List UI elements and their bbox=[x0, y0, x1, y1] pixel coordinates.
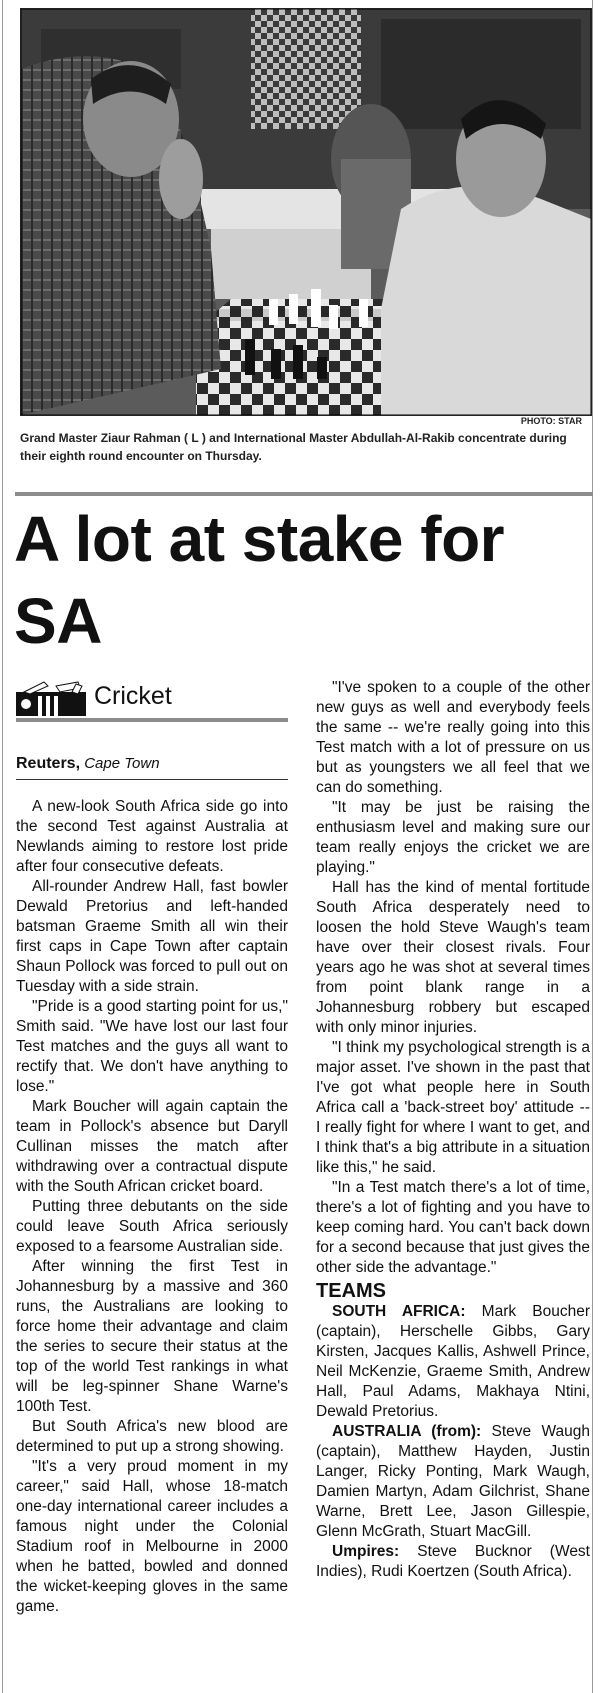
paragraph: Mark Boucher will again captain the team in Pollock's absence but Daryll Cullinan misses the match after withdrawing over a contractual dispute with the South African cricket board. bbox=[16, 1098, 288, 1195]
section-label-text: Cricket bbox=[94, 682, 172, 710]
article-column-1 bbox=[16, 797, 288, 1617]
paragraph: "I've spoken to a couple of the other new guys as well and everybody feels the same -- we're really going into this Test match with a lot of pressure on us but as youngsters we all feel that we can do something. bbox=[316, 679, 590, 796]
paragraph: "Pride is a good starting point for us," Smith said. "We have lost our last four Test matches and the guys all want to rectify that. We don't have anything to lose." bbox=[16, 998, 288, 1095]
dateline-city: Cape Town bbox=[84, 755, 160, 772]
paragraph: "In a Test match there's a lot of time, there's a lot of fighting and you have to keep coming hard. You can't back down for a second because that just gives the other side the advantage." bbox=[316, 1179, 590, 1276]
chess-photo bbox=[20, 8, 592, 416]
paragraph: "It may be just be raising the enthusiasm level and making sure our team really enjoys the cricket we are playing." bbox=[316, 799, 590, 876]
page-border-left bbox=[2, 0, 3, 1693]
dateline-agency: Reuters, bbox=[16, 755, 81, 772]
page-border-right bbox=[592, 0, 593, 1693]
paragraph: Putting three debutants on the side could leave South Africa seriously exposed to a fearsome Australian side. bbox=[16, 1198, 288, 1255]
dateline-rule bbox=[16, 779, 288, 780]
section-label-underline bbox=[16, 718, 288, 722]
paragraph: All-rounder Andrew Hall, fast bowler Dewald Pretorius and left-handed batsman Graeme Smith all win their first caps in Cape Town after captain Shaun Pollock was forced to pull out on Tuesday with a side strain. bbox=[16, 878, 288, 995]
headline: A lot at stake for SA bbox=[14, 503, 505, 657]
teams-australia bbox=[316, 1422, 590, 1542]
team-players: Mark Boucher (captain), Herschelle Gibbs, Gary Kirsten, Jacques Kallis, Ashwell Prince, Neil McKenzie, Graeme Smith, Andrew Hall, Paul Adams, Makhaya Ntini, Dewald Pretorius. bbox=[316, 1303, 590, 1420]
article-column-2 bbox=[316, 678, 590, 1582]
paragraph: A new-look South Africa side go into the second Test against Australia at Newlands aiming to restore lost pride after four consecutive defeats. bbox=[16, 798, 288, 875]
paragraph: "I think my psychological strength is a major asset. I've shown in the past that I've got what people here in South Africa call a 'back-street boy' attitude -- I really fight for where I want to get, and I think that's a big attribute in a situation like this," he said. bbox=[316, 1039, 590, 1176]
headline-divider bbox=[15, 492, 593, 496]
dateline bbox=[16, 755, 160, 773]
team-label: SOUTH AFRICA: bbox=[332, 1303, 466, 1320]
paragraph: But South Africa's new blood are determined to put up a strong showing. bbox=[16, 1418, 288, 1455]
teams-heading: TEAMS bbox=[316, 1280, 386, 1302]
cricket-icon bbox=[16, 680, 90, 716]
section-label bbox=[16, 680, 288, 718]
teams-south-africa bbox=[316, 1302, 590, 1422]
team-label: AUSTRALIA (from): bbox=[332, 1423, 482, 1440]
umpires-names: Steve Bucknor (West Indies), Rudi Koertzen (South Africa). bbox=[316, 1543, 590, 1580]
umpires-label: Umpires: bbox=[332, 1543, 400, 1560]
paragraph: Hall has the kind of mental fortitude South Africa desperately need to loosen the hold Steve Waugh's team have over their closest rivals. Four years ago he was shot at several times from point blank range in a Johannesburg robbery but escaped with only minor injuries. bbox=[316, 879, 590, 1036]
umpires bbox=[316, 1542, 590, 1582]
paragraph: "It's a very proud moment in my career," said Hall, whose 18-match one-day international career includes a famous night under the Colonial Stadium roof in Melbourne in 2000 when he batted, bowled and donned the wicket-keeping gloves in the same game. bbox=[16, 1458, 288, 1615]
paragraph: After winning the first Test in Johannesburg by a massive and 360 runs, the Australians are looking to force home their advantage and claim the series to secure their status at the top of the world Test rankings in what will be leg-spinner Shane Warne's 100th Test. bbox=[16, 1258, 288, 1415]
team-players: Steve Waugh (captain), Matthew Hayden, Justin Langer, Ricky Ponting, Mark Waugh, Damien Martyn, Adam Gilchrist, Shane Warne, Brett Lee, Jason Gillespie, Glenn McGrath, Stuart MacGill. bbox=[316, 1423, 591, 1540]
photo-caption: Grand Master Ziaur Rahman ( L ) and International Master Abdullah-Al-Rakib concentrate during their eighth round encounter on Thursday. bbox=[20, 431, 567, 463]
photo-credit: PHOTO: STAR bbox=[520, 416, 582, 426]
